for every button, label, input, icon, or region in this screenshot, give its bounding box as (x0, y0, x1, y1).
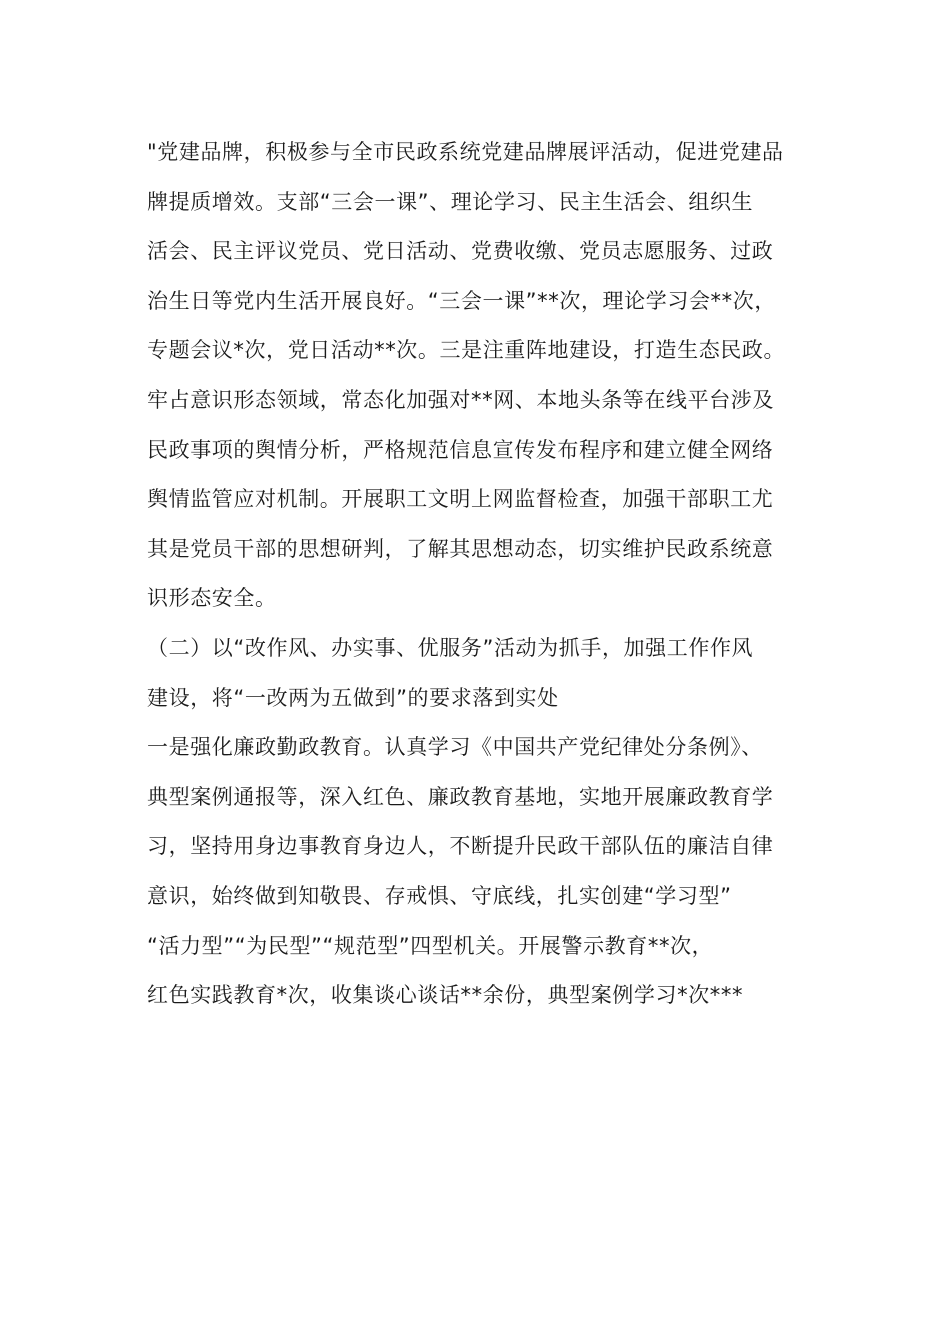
text-line-6: 牢占意识形态领域，常态化加强对**网、本地头条等在线平台涉及 (147, 387, 774, 412)
text-line-13: 一是强化廉政勤政教育。认真学习《中国共产党纪律处分条例》、 (147, 735, 763, 760)
text-line-1: "党建品牌，积极参与全市民政系统党建品牌展评活动，促进党建品 (147, 140, 784, 164)
document-body (147, 128, 827, 1021)
text-line-15: 习，坚持用身边事教育身边人，不断提升民政干部队伍的廉洁自律 (147, 834, 774, 859)
text-line-2: 牌提质增效。支部“三会一课”、理论学习、民主生活会、组织生 (147, 189, 754, 214)
section-heading-line-2: 建设，将“一改两为五做到”的要求落到实处 (147, 685, 559, 710)
text-line-10: 识形态安全。 (147, 586, 277, 611)
text-line-5: 专题会议*次，党日活动**次。三是注重阵地建设，打造生态民政。 (147, 338, 786, 363)
text-line-9: 其是党员干部的思想研判，了解其思想动态，切实维护民政系统意 (147, 536, 774, 561)
text-line-17: “活力型”“为民型”“规范型”四型机关。开展警示教育**次， (147, 933, 714, 958)
text-line-14: 典型案例通报等，深入红色、廉政教育基地，实地开展廉政教育学 (147, 784, 774, 809)
text-line-4: 治生日等党内生活开展良好。“三会一课”**次，理论学习会**次， (147, 288, 776, 313)
text-line-7: 民政事项的舆情分析，严格规范信息宣传发布程序和建立健全网络 (147, 437, 774, 462)
text-line-3: 活会、民主评议党员、党日活动、党费收缴、党员志愿服务、过政 (147, 239, 774, 264)
text-line-18: 红色实践教育*次，收集谈心谈话**余份，典型案例学习*次*** (147, 983, 744, 1008)
section-heading-line-1: （二）以“改作风、办实事、优服务”活动为抓手，加强工作作风 (147, 635, 754, 660)
text-line-8: 舆情监管应对机制。开展职工文明上网监督检查，加强干部职工尤 (147, 487, 774, 512)
text-line-16: 意识，始终做到知敬畏、存戒惧、守底线，扎实创建“学习型” (147, 883, 732, 908)
